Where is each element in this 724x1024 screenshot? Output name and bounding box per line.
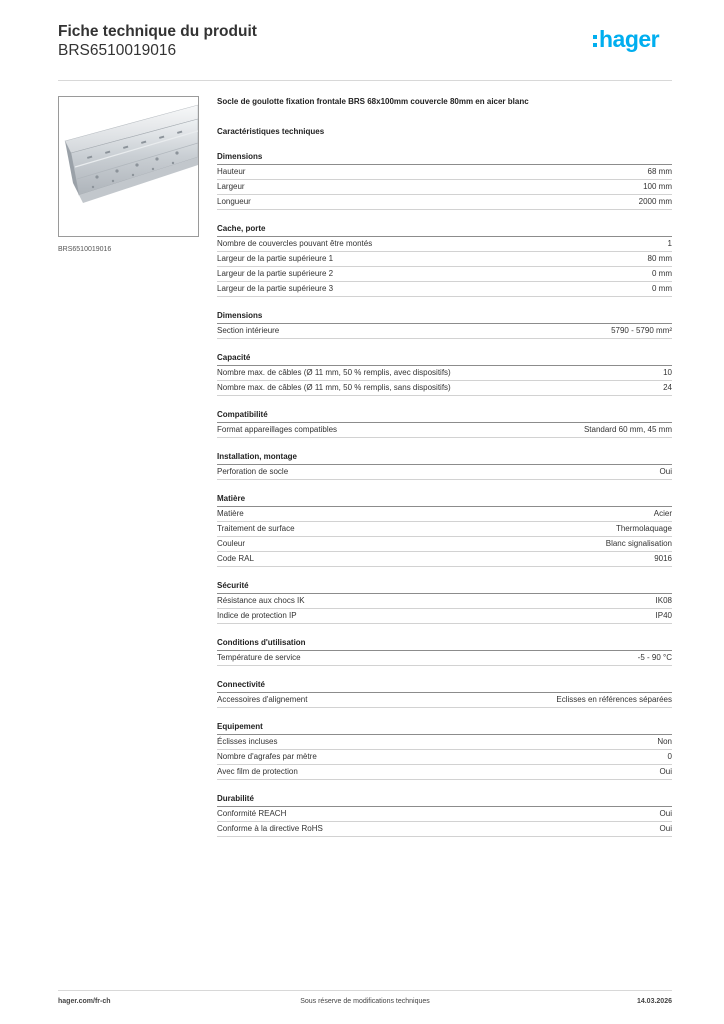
spec-section [217, 223, 672, 297]
spec-value: 9016 [654, 554, 672, 563]
spec-row [217, 423, 672, 438]
spec-label: Nombre max. de câbles (Ø 11 mm, 50 % remplis, sans dispositifs) [217, 383, 451, 392]
spec-row [217, 366, 672, 381]
header-divider [58, 80, 672, 81]
spec-row [217, 522, 672, 537]
section-title: Capacité [217, 352, 672, 366]
spec-value: 1 [667, 239, 672, 248]
spec-value: Non [657, 737, 672, 746]
logo-wordmark: hager [599, 26, 660, 52]
logo-dot [593, 35, 597, 39]
spec-value: Standard 60 mm, 45 mm [583, 425, 672, 434]
spec-label: Avec film de protection [217, 767, 298, 776]
spec-row [217, 507, 672, 522]
spec-row [217, 282, 672, 297]
footer-website: hager.com/fr-ch [58, 998, 111, 1005]
spec-label: Résistance aux chocs IK [217, 596, 305, 605]
spec-label: Largeur [217, 182, 245, 191]
spec-value: IK08 [655, 596, 672, 605]
spec-section [217, 679, 672, 708]
spec-value: 10 [663, 368, 672, 377]
spec-value: IP40 [655, 611, 672, 620]
spec-value: Oui [659, 767, 672, 776]
spec-row [217, 252, 672, 267]
spec-label: Largeur de la partie supérieure 3 [217, 284, 334, 293]
section-title: Durabilité [217, 793, 672, 807]
spec-row [217, 822, 672, 837]
spec-row [217, 165, 672, 180]
spec-row [217, 594, 672, 609]
section-title: Cache, porte [217, 223, 672, 237]
spec-value: 0 [667, 752, 672, 761]
spec-row [217, 651, 672, 666]
spec-label: Nombre d'agrafes par mètre [217, 752, 317, 761]
section-title: Equipement [217, 721, 672, 735]
spec-sections [217, 151, 672, 837]
logo-dots [593, 35, 597, 47]
spec-value: 0 mm [652, 284, 672, 293]
spec-row [217, 237, 672, 252]
spec-row [217, 267, 672, 282]
section-title: Sécurité [217, 580, 672, 594]
spec-section [217, 493, 672, 567]
spec-row [217, 465, 672, 480]
spec-label: Éclisses incluses [217, 737, 278, 746]
spec-value: 5790 - 5790 mm² [611, 326, 672, 335]
spec-label: Code RAL [217, 554, 254, 563]
spec-row [217, 735, 672, 750]
product-image [58, 96, 199, 237]
spec-label: Largeur de la partie supérieure 2 [217, 269, 334, 278]
spec-row [217, 693, 672, 708]
product-reference: BRS6510019016 [58, 42, 177, 59]
hager-logo [593, 26, 659, 52]
spec-section [217, 721, 672, 780]
spec-label: Conforme à la directive RoHS [217, 824, 323, 833]
footer-notice: Sous réserve de modifications techniques [300, 998, 430, 1005]
spec-label: Perforation de socle [217, 467, 289, 476]
spec-value: Blanc signalisation [605, 539, 672, 548]
spec-row [217, 324, 672, 339]
spec-value: Thermolaquage [615, 524, 672, 533]
spec-value: Oui [659, 824, 672, 833]
image-caption: BRS6510019016 [58, 246, 112, 253]
spec-value: Oui [659, 467, 672, 476]
spec-label: Accessoires d'alignement [217, 695, 308, 704]
spec-row [217, 381, 672, 396]
spec-value: 0 mm [652, 269, 672, 278]
spec-value: 100 mm [643, 182, 672, 191]
section-title: Installation, montage [217, 451, 672, 465]
section-title: Compatibilité [217, 409, 672, 423]
spec-section [217, 151, 672, 210]
section-title: Conditions d'utilisation [217, 637, 672, 651]
spec-label: Conformité REACH [217, 809, 287, 818]
spec-label: Largeur de la partie supérieure 1 [217, 254, 334, 263]
spec-label: Traitement de surface [217, 524, 295, 533]
spec-row [217, 552, 672, 567]
spec-row [217, 765, 672, 780]
spec-value: 68 mm [647, 167, 672, 176]
cable-trunking-image [59, 97, 198, 236]
page-title: Fiche technique du produit [58, 23, 257, 40]
spec-label: Nombre max. de câbles (Ø 11 mm, 50 % remplis, avec dispositifs) [217, 368, 451, 377]
spec-label: Température de service [217, 653, 301, 662]
spec-value: Acier [653, 509, 672, 518]
section-title: Matière [217, 493, 672, 507]
spec-section [217, 793, 672, 837]
footer-date: 14.03.2026 [636, 998, 672, 1005]
spec-value: 24 [663, 383, 672, 392]
spec-label: Longueur [217, 197, 251, 206]
spec-value: Eclisses en références séparées [556, 695, 672, 704]
page-header [58, 22, 257, 60]
spec-value: 2000 mm [638, 197, 672, 206]
spec-section [217, 580, 672, 624]
spec-label: Format appareillages compatibles [217, 425, 338, 434]
spec-section [217, 310, 672, 339]
spec-row [217, 180, 672, 195]
product-details [217, 96, 672, 837]
section-title: Connectivité [217, 679, 672, 693]
spec-label: Couleur [217, 539, 246, 548]
spec-label: Hauteur [217, 167, 246, 176]
spec-value: Oui [659, 809, 672, 818]
spec-row [217, 609, 672, 624]
logo-dot [593, 43, 597, 47]
spec-section [217, 409, 672, 438]
product-description: Socle de goulotte fixation frontale BRS 68x100mm couvercle 80mm en aicer blanc [217, 97, 529, 106]
spec-section [217, 451, 672, 480]
spec-row [217, 750, 672, 765]
spec-label: Indice de protection IP [217, 611, 297, 620]
section-title: Dimensions [217, 310, 672, 324]
spec-value: -5 - 90 °C [637, 653, 672, 662]
spec-row [217, 537, 672, 552]
spec-label: Matière [217, 509, 244, 518]
spec-section [217, 637, 672, 666]
spec-section [217, 352, 672, 396]
spec-row [217, 807, 672, 822]
spec-label: Nombre de couvercles pouvant être montés [217, 239, 373, 248]
footer-divider [58, 990, 672, 991]
spec-row [217, 195, 672, 210]
spec-label: Section intérieure [217, 326, 280, 335]
section-title: Dimensions [217, 151, 672, 165]
spec-heading: Caractéristiques techniques [217, 127, 325, 136]
spec-value: 80 mm [647, 254, 672, 263]
